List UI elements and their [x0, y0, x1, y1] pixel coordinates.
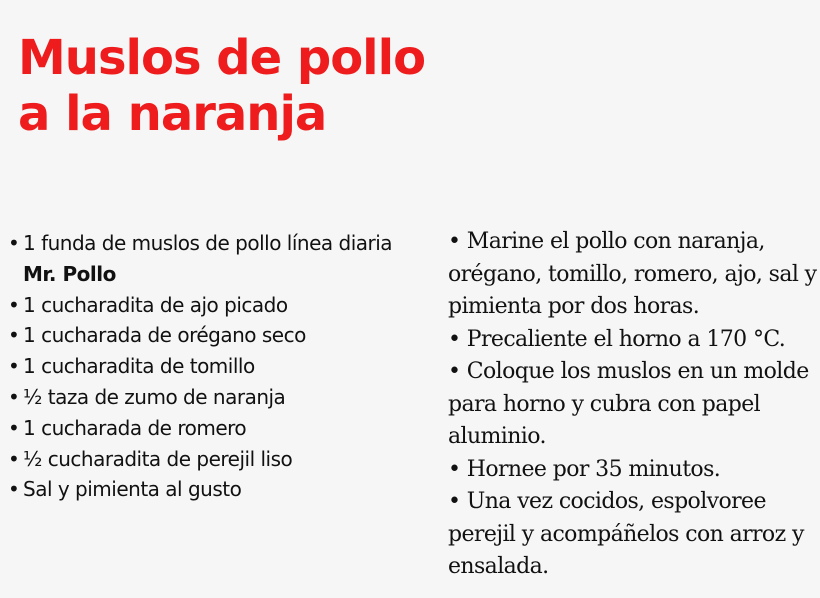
- recipe-title-line-1: Muslos de pollo: [18, 30, 426, 86]
- ingredient-brand: Mr. Pollo: [23, 261, 116, 286]
- ingredient-text: 1 funda de muslos de pollo línea diaria: [23, 231, 393, 255]
- recipe-title-line-2: a la naranja: [18, 86, 327, 142]
- ingredient-item: [8, 382, 428, 413]
- step-item: • Precaliente el horno a 170 °C.: [448, 327, 785, 352]
- ingredient-item: [8, 351, 428, 382]
- step-item: • Coloque los muslos en un molde para horno y cubra con papel aluminio.: [448, 359, 809, 449]
- step-item: • Marine el pollo con naranja, orégano, tomillo, romero, ajo, sal y pimienta por dos horas.: [448, 229, 817, 319]
- ingredient-text: ½ taza de zumo de naranja: [23, 384, 286, 409]
- ingredient-text: 1 cucharadita de ajo picado: [23, 292, 288, 317]
- ingredient-item: [8, 228, 428, 290]
- ingredients-list: [8, 228, 428, 505]
- recipe-title: [18, 30, 425, 142]
- ingredient-text: 1 cucharada de orégano seco: [23, 323, 306, 348]
- ingredient-text: Sal y pimienta al gusto: [23, 477, 242, 502]
- ingredient-text: 1 cucharadita de tomillo: [23, 354, 255, 379]
- ingredient-text: ½ cucharadita de perejil liso: [23, 446, 293, 471]
- ingredient-item: [8, 413, 428, 444]
- step-item: • Hornee por 35 minutos.: [448, 457, 720, 482]
- preparation-steps: [448, 226, 820, 584]
- ingredient-item: [8, 474, 428, 505]
- ingredient-text: 1 cucharada de romero: [23, 415, 247, 440]
- step-item: • Una vez cocidos, espolvoree perejil y acompáñelos con arroz y ensalada.: [448, 489, 804, 579]
- ingredient-item: [8, 290, 428, 321]
- ingredient-item: [8, 320, 428, 351]
- ingredient-item: [8, 444, 428, 475]
